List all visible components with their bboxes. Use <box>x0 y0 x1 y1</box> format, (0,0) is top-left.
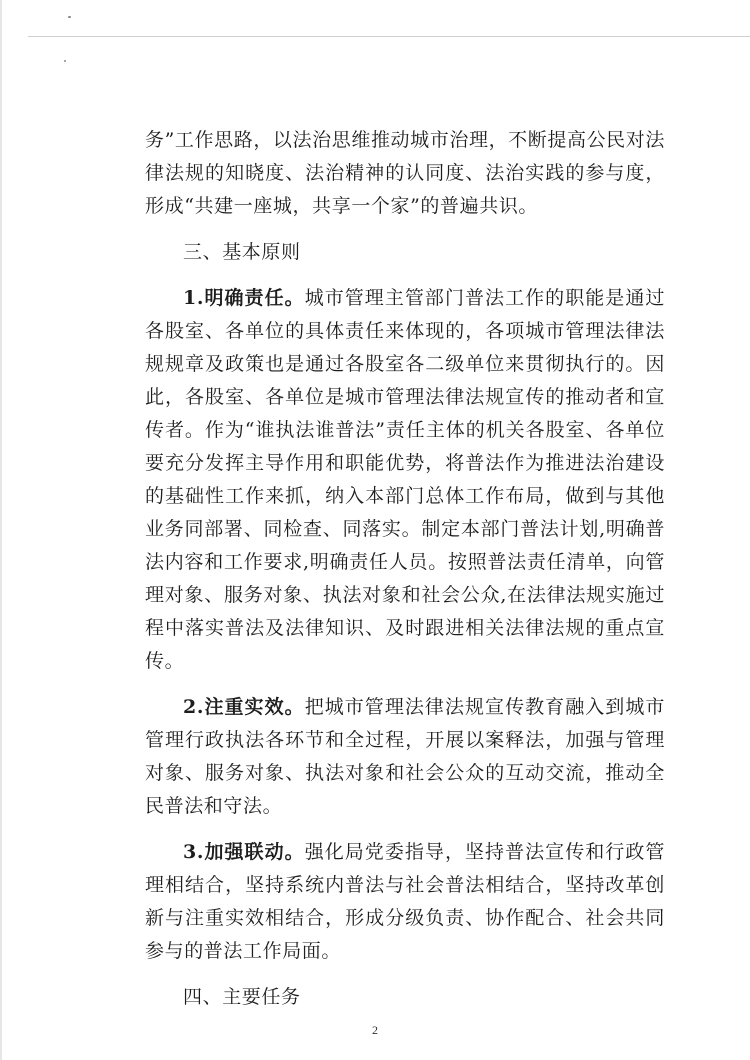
principle-body-2: 把城市管理法律法规宣传教育融入到城市管理行政执法各环节和全过程，开展以案释法，加强与管理对象、服务对象、执法对象和社会公众的互动交流，推动全民普法和守法。 <box>145 696 665 817</box>
principle-title-1: 1.明确责任。 <box>183 287 305 309</box>
principle-title-3: 3.加强联动。 <box>183 841 305 863</box>
principle-paragraph-1 <box>145 282 665 678</box>
section-heading-4: 四、主要任务 <box>183 986 301 1008</box>
page-number: 2 <box>372 1023 378 1037</box>
document-body <box>145 124 665 1014</box>
principle-paragraph-3 <box>145 836 665 968</box>
principle-title-2: 2.注重实效。 <box>183 696 305 718</box>
scan-speck <box>68 16 71 18</box>
header-rule <box>28 36 750 37</box>
principle-body-3: 强化局党委指导，坚持普法宣传和行政管理相结合，坚持系统内普法与社会普法相结合，坚持改革创新与注重实效相结合，形成分级负责、协作配合、社会共同参与的普法工作局面。 <box>145 841 665 962</box>
principle-body-1: 城市管理主管部门普法工作的职能是通过各股室、各单位的具体责任来体现的，各项城市管理法律法规规章及政策也是通过各股室各二级单位来贯彻执行的。因此，各股室、各单位是城市管理法律法规宣传的推动者和宣传者。作为“谁执法谁普法”责任主体的机关各股室、各单位要充分发挥主导作用和职能优势，将普法作为推进法治建设的基础性工作来抓，纳入本部门总体工作布局，做到与其他业务同部署、同检查、同落实。制定本部门普法计划,明确普法内容和工作要求,明确责任人员。按照普法责任清单，向管理对象、服务对象、执法对象和社会公众,在法律法规实施过程中落实普法及法律知识、及时跟进相关法律法规的重点宣传。 <box>145 287 665 672</box>
scan-speck <box>64 60 66 62</box>
page-edge <box>0 0 2 1060</box>
principle-paragraph-2 <box>145 691 665 823</box>
section-heading-3: 三、基本原则 <box>183 241 301 263</box>
continued-paragraph: 务”工作思路，以法治思维推动城市治理，不断提高公民对法律法规的知晓度、法治精神的认同度、法治实践的参与度，形成“共建一座城，共享一个家”的普遍共识。 <box>145 129 665 217</box>
